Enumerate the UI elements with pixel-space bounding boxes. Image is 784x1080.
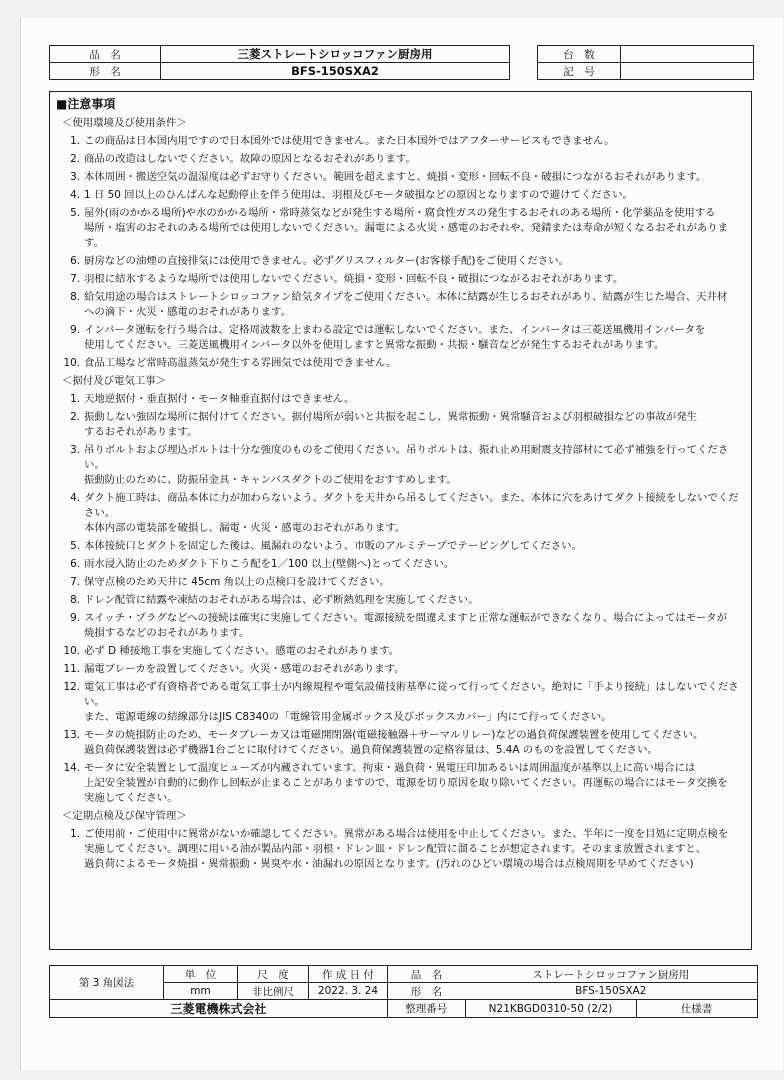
note-text: 本体周囲・搬送空気の温湿度は必ずお守りください。範囲を超えますと、焼損・変形・回転不良・破損につながるおそれがあります。 [84, 171, 707, 183]
note-number: 1. [70, 393, 80, 405]
note-number: 7. [70, 273, 80, 285]
section-heading: ＜使用環境及び使用条件＞ [62, 117, 187, 129]
note-number: 4. [70, 492, 80, 504]
note-text: 商品の改造はしないでください。故障の原因となるおそれがあります。 [84, 153, 416, 165]
note-number: 8. [70, 291, 80, 303]
company-name: 三菱電機株式会社 [50, 1000, 388, 1018]
note-item [56, 644, 746, 659]
note-text: 吊りボルトおよび埋込ボルトは十分な強度のものをご使用ください。吊りボルトは、振れ止め用耐震支持部材にて必ず補強を行ってください。 振動防止のために、防振吊金具・キャンバスダクトのご使用をおすすめします。 [84, 444, 729, 486]
note-number: 7. [70, 576, 80, 588]
mark-value [621, 63, 754, 80]
note-text: 給気用途の場合はストレートシロッコファン給気タイプをご使用ください。本体に結露が生じるおそれがあり、結露が生じた場合、天井材 への滴下・火災・感電のおそれがあります。 [84, 291, 728, 318]
note-number: 2. [70, 153, 80, 165]
note-text: 電気工事は必ず有資格者である電気工事士が内線規程や電気設備技術基準に従って行ってください。絶対に「手より接続」はしないでください。 また、電源電線の結線部分はJIS C8340の「電線管用金属ボックス及びボックスカバー」内にて行ってください。 [84, 681, 739, 723]
note-item [56, 761, 746, 806]
note-text: 天地逆据付・垂直据付・モータ軸垂直据付はできません。 [84, 393, 355, 405]
note-item [56, 827, 746, 872]
note-text: 必ず D 種接地工事を実施してください。感電のおそれがあります。 [84, 645, 400, 657]
footer-product-value: ストレートシロッコファン厨房用 [465, 966, 757, 983]
model-label: 形 名 [50, 63, 161, 80]
note-number: 14. [63, 762, 80, 774]
note-text: 雨水浸入防止のためダクト下りこう配を1／100 以上(壁側へ)とってください。 [84, 558, 455, 570]
ref-label: 整理番号 [388, 1000, 466, 1018]
note-item [56, 611, 746, 641]
note-text: ダクト施工時は、商品本体に力が加わらないよう、ダクトを天井から吊るしてください。また、本体に穴をあけてダクト接続をしないでください。 本体内部の電装部を破損し、漏電・火災・感電のおそれがあります。 [84, 492, 739, 534]
note-item [56, 254, 746, 269]
footer-model-label: 形 名 [388, 983, 466, 1000]
note-text: 食品工場など常時高温蒸気が発生する雰囲気では使用できません。 [84, 357, 397, 369]
note-text: 保守点検のため天井に 45cm 角以上の点検口を設けてください。 [84, 576, 390, 588]
note-item [56, 728, 746, 758]
note-text: スイッチ・プラグなどへの接続は確実に実施してください。電源接続を間違えますと正常な運転ができなくなり、場合によってはモータが 焼損するなどのおそれがあります。 [84, 612, 727, 639]
note-item [56, 188, 746, 203]
date-value: 2022. 3. 24 [309, 983, 388, 1000]
note-text: ご使用前・ご使用中に異常がないか確認してください。異常がある場合は使用を中止してください。また、半年に一度を目処に定期点検を 実施してください。調理に用いる油が製品内部・羽根・ドレン皿・ドレン配管に溜ることが想定されます。そのまま放置されますと、 過負荷によるモータ焼損・異常振動・異臭や水・油漏れの原因となります。(汚れのひどい環境の場合は点検周期を早めてください) [84, 828, 729, 870]
section-heading: ＜定期点検及び保守管理＞ [62, 810, 187, 822]
note-item [56, 443, 746, 488]
unit-value: mm [164, 983, 238, 1000]
note-text: モータの焼損防止のため、モータブレーカ又は電磁開閉器(電磁接触器＋サーマルリレー)などの過負荷保護装置を使用してください。 過負荷保護装置は必ず機器1台ごとに取付けてください。過負荷保護装置の定格容量は、5.4A のものを設置してください。 [84, 729, 704, 756]
note-text: 屋外(雨のかかる場所)や水のかかる場所・常時蒸気などが発生する場所・腐食性ガスの発生するおそれのある場所・化学薬品を使用する 場所・塩害のおそれのある場所では使用しないでください。漏電による火災・感電のおそれや、発錆または寿命が短くなるおそれがあります。 [84, 207, 729, 249]
note-number: 9. [70, 324, 80, 336]
note-number: 2. [70, 411, 80, 423]
note-number: 6. [70, 558, 80, 570]
note-item [56, 290, 746, 320]
ref-value: N21KBGD0310-50 (2/2) [465, 1000, 636, 1018]
note-item [56, 392, 746, 407]
note-number: 6. [70, 255, 80, 267]
note-number: 11. [63, 663, 80, 675]
date-label: 作 成 日 付 [309, 966, 388, 983]
model-value: BFS-150SXA2 [161, 63, 510, 80]
mark-label: 記 号 [538, 63, 621, 80]
notes-content [56, 97, 746, 875]
note-text: 漏電ブレーカを設置してください。火災・感電のおそれがあります。 [84, 663, 405, 675]
note-number: 10. [63, 645, 80, 657]
note-number: 5. [70, 207, 80, 219]
note-number: 8. [70, 594, 80, 606]
note-number: 3. [70, 171, 80, 183]
note-number: 4. [70, 189, 80, 201]
note-number: 1. [70, 135, 80, 147]
note-item [56, 662, 746, 677]
note-item [56, 491, 746, 536]
count-value [621, 46, 754, 63]
note-text: 振動しない強固な場所に据付けてください。据付場所が弱いと共振を起こし、異常振動・異常騒音および羽根破損などの事故が発生 するおそれがあります。 [84, 411, 698, 438]
header-table [49, 45, 510, 80]
note-item [56, 323, 746, 353]
doc-type: 仕様書 [636, 1000, 757, 1018]
note-item [56, 575, 746, 590]
note-item [56, 539, 746, 554]
section-heading: ＜据付及び電気工事＞ [62, 375, 166, 387]
note-number: 3. [70, 444, 80, 456]
unit-label: 単 位 [164, 966, 238, 983]
product-value: 三菱ストレートシロッコファン厨房用 [161, 46, 510, 63]
note-number: 1. [70, 828, 80, 840]
note-text: 1 日 50 回以上のひんぱんな起動停止を伴う使用は、羽根及びモータ破損などの原因となりますので避けてください。 [84, 189, 633, 201]
note-number: 13. [63, 729, 80, 741]
note-text: 本体接続口とダクトを固定した後は、風漏れのないよう、市販のアルミテープでテーピングしてください。 [84, 540, 582, 552]
note-number: 12. [63, 681, 80, 693]
header-count-table [537, 45, 754, 80]
projection-method: 第 3 角図法 [50, 966, 164, 1000]
note-item [56, 410, 746, 440]
note-item [56, 557, 746, 572]
notes-title: ■注意事項 [56, 97, 116, 111]
scale-value: 非比例尺 [238, 983, 309, 1000]
note-item [56, 152, 746, 167]
title-block [49, 965, 758, 1018]
note-item [56, 134, 746, 149]
notes-sections [56, 116, 746, 872]
note-item [56, 593, 746, 608]
scale-label: 尺 度 [238, 966, 309, 983]
note-item [56, 170, 746, 185]
note-text: モータに安全装置として温度ヒューズが内蔵されています。拘束・過負荷・異電圧印加あるいは周囲温度が基準以上に高い場合には 上記安全装置が自動的に動作し回転が止まることがありますので、電源を切り原因を取り除いてください。再運転の場合にはモータ交換を 実施してください。 [84, 762, 728, 804]
footer-product-label: 品 名 [388, 966, 466, 983]
note-text: 厨房などの油煙の直接排気には使用できません。必ずグリスフィルター(お客様手配)をご使用ください。 [84, 255, 569, 267]
note-text: この商品は日本国内用ですので日本国外では使用できません。また日本国外ではアフターサービスもできません。 [84, 135, 615, 147]
note-text: インバータ運転を行う場合は、定格周波数を上まわる設定では運転しないでください。また、インバータは三菱送風機用インバータを 使用してください。三菱送風機用インバータ以外を使用しますと異常な振動・共振・騒音などが発生するおそれがあります。 [84, 324, 706, 351]
note-text: ドレン配管に結露や凍結のおそれがある場合は、必ず断熱処理を実施してください。 [84, 594, 479, 606]
note-number: 10. [63, 357, 80, 369]
note-item [56, 356, 746, 371]
note-item [56, 272, 746, 287]
footer-model-value: BFS-150SXA2 [465, 983, 757, 1000]
note-number: 5. [70, 540, 80, 552]
product-label: 品 名 [50, 46, 161, 63]
note-text: 羽根に結氷するような場所では使用しないでください。焼損・変形・回転不良・破損につながるおそれがあります。 [84, 273, 624, 285]
note-item [56, 680, 746, 725]
count-label: 台 数 [538, 46, 621, 63]
note-number: 9. [70, 612, 80, 624]
note-item [56, 206, 746, 251]
